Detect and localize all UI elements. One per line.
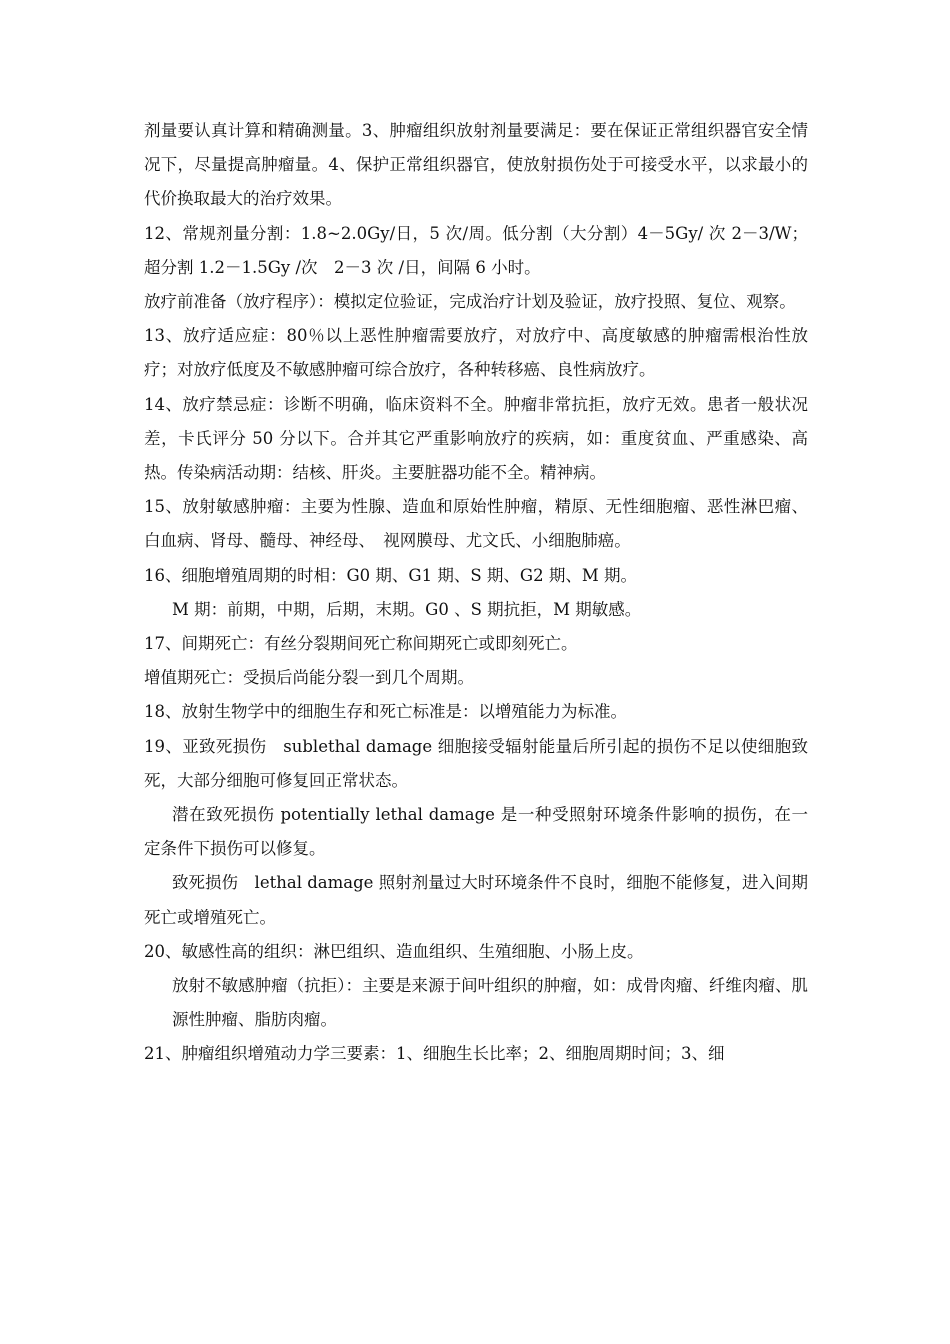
paragraph-20-sensitive-tissue: 20、敏感性高的组织：淋巴组织、造血组织、生殖细胞、小肠上皮。 bbox=[144, 941, 644, 961]
paragraph-m-phase: M 期：前期，中期，后期，末期。G0 、S 期抗拒，M 期敏感。 bbox=[172, 599, 642, 619]
paragraph-lethal: 致死损伤 lethal damage 照射剂量过大时环境条件不良时，细胞不能修复，进入间期死亡或增殖死亡。 bbox=[144, 873, 808, 927]
paragraph-resistant-tumors: 放射不敏感肿瘤（抗拒）：主要是来源于间叶组织的肿瘤，如：成骨肉瘤、纤维肉瘤、肌源性肿瘤、脂肪肉瘤。 bbox=[172, 976, 808, 1030]
paragraph-12-dose-fractionation: 12、常规剂量分割：1.8~2.0Gy/日，5 次/周。低分割（大分割）4－5Gy/ 次 2－3/W；超分割 1.2－1.5Gy /次 2－3 次 /日，间隔 6 小时。 bbox=[144, 223, 808, 277]
paragraph-19-sublethal: 19、亚致死损伤 sublethal damage 细胞接受辐射能量后所引起的损伤不足以使细胞致死，大部分细胞可修复回正常状态。 bbox=[144, 736, 808, 790]
paragraph-14-contraindications: 14、放疗禁忌症：诊断不明确，临床资料不全。肿瘤非常抗拒，放疗无效。患者一般状况差，卡氏评分 50 分以下。合并其它严重影响放疗的疾病，如：重度贫血、严重感染、高热。传染病活动期：结核、肝炎。主要脏器功能不全。精神病。 bbox=[144, 394, 808, 483]
paragraph-15-sensitive-tumors: 15、放射敏感肿瘤：主要为性腺、造血和原始性肿瘤，精原、无性细胞瘤、恶性淋巴瘤、白血病、肾母、髓母、神经母、 视网膜母、尤文氏、小细胞肺癌。 bbox=[144, 497, 808, 551]
paragraph-13-indications: 13、放疗适应症：80％以上恶性肿瘤需要放疗，对放疗中、高度敏感的肿瘤需根治性放疗；对放疗低度及不敏感肿瘤可综合放疗，各种转移癌、良性病放疗。 bbox=[144, 326, 808, 380]
paragraph-reproductive-death: 增值期死亡：受损后尚能分裂一到几个周期。 bbox=[144, 668, 474, 688]
paragraph-potentially-lethal: 潜在致死损伤 potentially lethal damage 是一种受照射环境条件影响的损伤，在一定条件下损伤可以修复。 bbox=[144, 805, 808, 859]
paragraph-17-interphase-death: 17、间期死亡：有丝分裂期间死亡称间期死亡或即刻死亡。 bbox=[144, 634, 578, 654]
paragraph-16-cell-cycle: 16、细胞增殖周期的时相：G0 期、G1 期、S 期、G2 期、M 期。 bbox=[144, 565, 637, 585]
paragraph-dose-requirements: 剂量要认真计算和精确测量。3、肿瘤组织放射剂量要满足：要在保证正常组织器官安全情况下，尽量提高肿瘤量。4、保护正常组织器官，使放射损伤处于可接受水平，以求最小的代价换取最大的治疗效果。 bbox=[144, 121, 808, 209]
paragraph-preparation: 放疗前准备（放疗程序）：模拟定位验证，完成治疗计划及验证，放疗投照、复位、观察。 bbox=[144, 292, 796, 312]
paragraph-21-kinetics: 21、肿瘤组织增殖动力学三要素：1、细胞生长比率；2、细胞周期时间；3、细 bbox=[144, 1044, 725, 1064]
paragraph-18-survival-criteria: 18、放射生物学中的细胞生存和死亡标准是：以增殖能力为标准。 bbox=[144, 702, 627, 722]
document-body bbox=[144, 114, 808, 1072]
